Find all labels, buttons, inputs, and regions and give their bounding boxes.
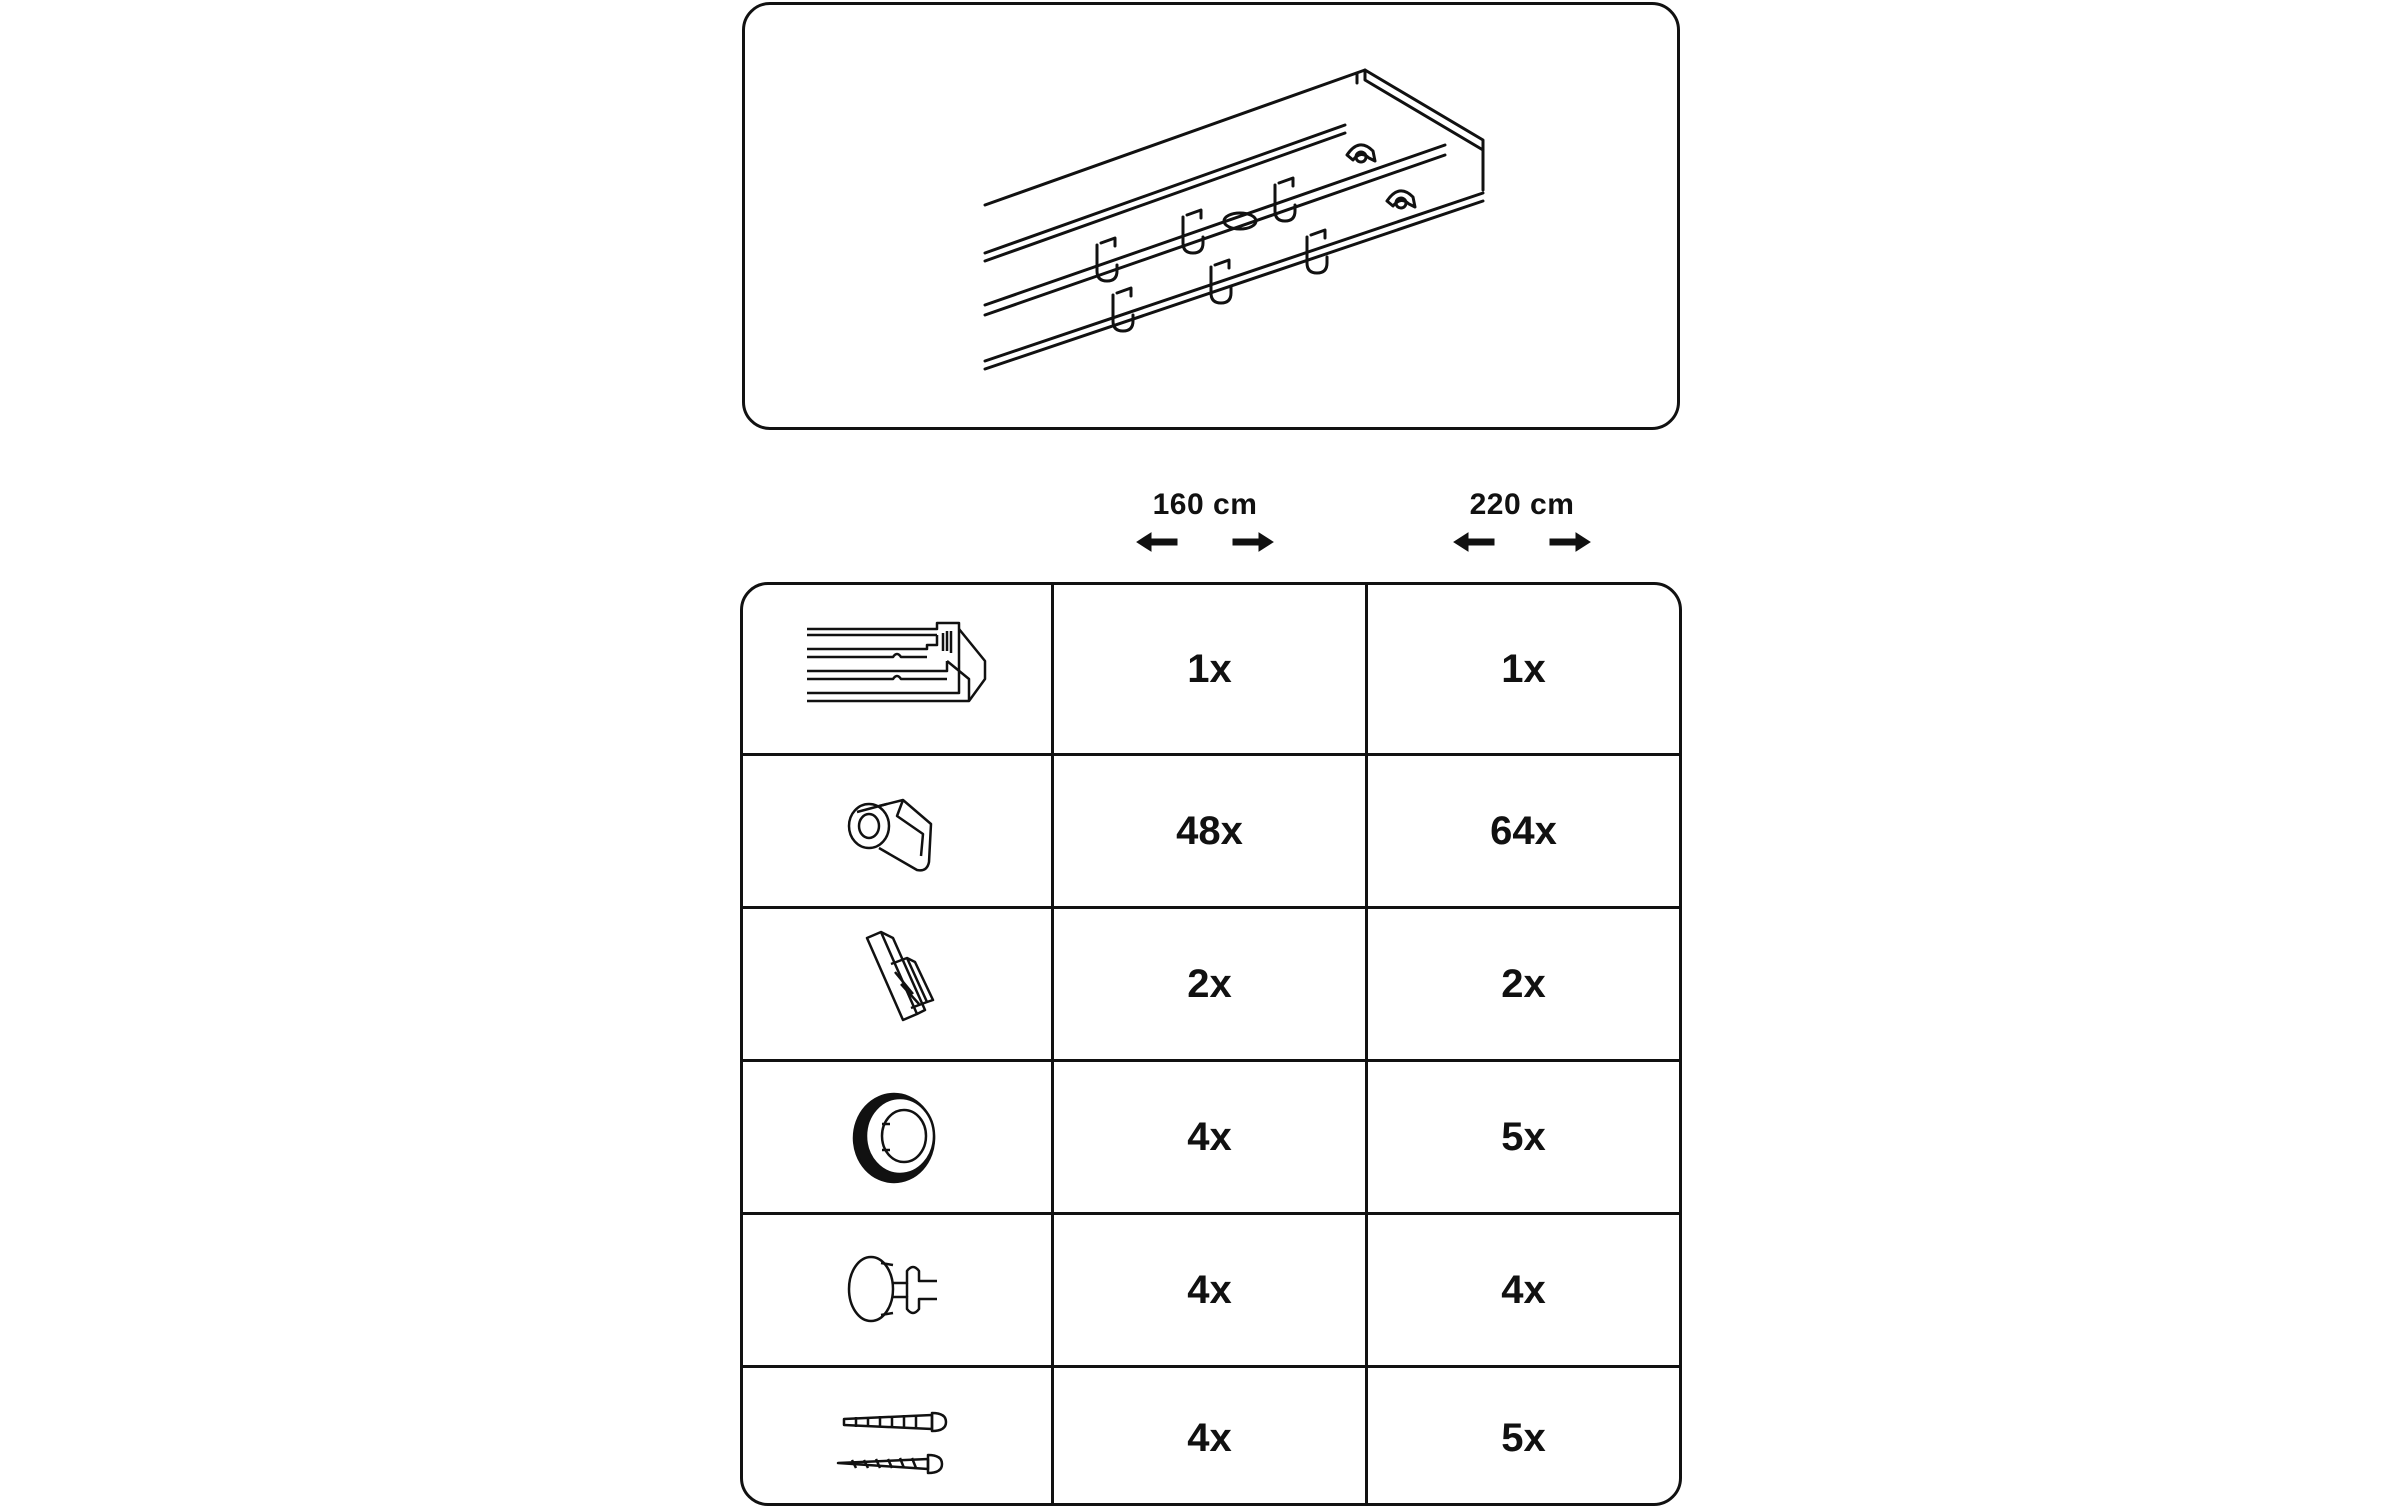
quantity-160cm: 48x [1176,808,1243,853]
end-stop-ring-icon [743,1062,1051,1212]
end-cap-icon [743,909,1051,1059]
column-header-160cm [1095,488,1315,554]
curtain-glider-hook-icon [743,756,1051,906]
rail-illustration-panel [742,2,1680,430]
quantity-220cm: 4x [1501,1267,1546,1312]
stopper-clip-icon [743,1215,1051,1365]
quantity-220cm: 2x [1501,961,1546,1006]
assembled-curtain-rail-icon [745,5,1683,433]
parts-quantity-table [740,582,1682,1506]
width-arrows-icon [1135,530,1275,554]
quantity-220cm: 5x [1501,1416,1546,1460]
width-arrows-icon [1452,530,1592,554]
quantity-160cm: 2x [1187,961,1232,1006]
length-label: 160 cm [1152,488,1258,521]
quantity-160cm: 4x [1187,1267,1232,1312]
quantity-220cm: 64x [1490,808,1557,853]
quantity-160cm: 4x [1187,1416,1232,1460]
quantity-220cm: 5x [1501,1114,1546,1159]
quantity-220cm: 1x [1501,646,1546,691]
wall-plug-and-screw-icon [743,1368,1051,1506]
double-track-rail-icon [743,585,1051,753]
quantity-160cm: 4x [1187,1114,1232,1159]
column-header-220cm [1412,488,1632,554]
quantity-160cm: 1x [1187,646,1232,691]
length-label: 220 cm [1469,488,1575,521]
